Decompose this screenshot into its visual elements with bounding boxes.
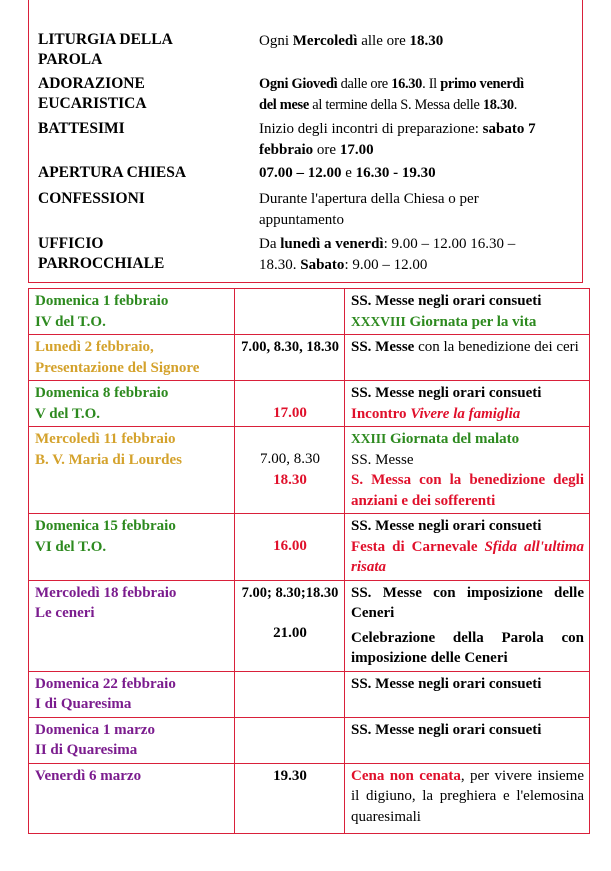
time-cell: 7.00, 8.30, 18.30 [235,335,345,381]
table-row [29,717,590,763]
event-cell: XXIII Giornata del malato SS. Messe S. Messa con la benedizione degli anziani e dei sofferenti [345,427,590,514]
info-label: ADORAZIONE EUCARISTICA [38,75,147,112]
day-cell: Mercoledì 11 febbraio B. V. Maria di Lourdes [29,427,235,514]
table-row [29,427,590,514]
time-cell: 19.30 [235,763,345,833]
info-text: 07.00 – 12.00 e 16.30 - 19.30 [259,165,436,181]
time-cell: 17.00 [235,381,345,427]
table-row [29,671,590,717]
table-row [29,381,590,427]
time-cell: 7.00; 8.30;18.30 21.00 [235,580,345,671]
event-cell: SS. Messe negli orari consueti Incontro Vivere la famiglia [345,381,590,427]
day-cell: Lunedì 2 febbraio, Presentazione del Signore [29,335,235,381]
info-text: Ogni Giovedì dalle ore 16.30. Il primo venerdì del mese al termine della S. Messa delle 18.30. [259,76,524,113]
day-cell: Domenica 1 marzo II di Quaresima [29,717,235,763]
event-cell: SS. Messe con imposizione delle Ceneri Celebrazione della Parola con imposizione delle Ceneri [345,580,590,671]
time-cell: 16.00 [235,514,345,581]
info-text: Durante l'apertura della Chiesa o per appuntamento [259,191,479,228]
event-cell: SS. Messe negli orari consueti XXXVIII Giornata per la vita [345,289,590,335]
info-label: APERTURA CHIESA [38,164,187,181]
day-cell: Domenica 15 febbraio VI del T.O. [29,514,235,581]
day-cell: Mercoledì 18 febbraio Le ceneri [29,580,235,671]
time-cell [235,717,345,763]
time-cell: 7.00, 8.30 18.30 [235,427,345,514]
day-cell: Domenica 8 febbraio V del T.O. [29,381,235,427]
event-cell: SS. Messe negli orari consueti [345,717,590,763]
day-cell: Domenica 1 febbraio IV del T.O. [29,289,235,335]
info-text: Inizio degli incontri di preparazione: sabato 7 febbraio ore 17.00 [259,121,536,158]
table-row [29,514,590,581]
info-label: CONFESSIONI [38,190,145,207]
table-row [29,289,590,335]
day-cell: Venerdì 6 marzo [29,763,235,833]
table-row [29,335,590,381]
time-cell [235,671,345,717]
schedule-table [28,288,590,834]
event-cell: SS. Messe negli orari consueti Festa di Carnevale Sfida all'ultima risata [345,514,590,581]
info-label: LITURGIA DELLA PAROLA [38,31,173,68]
info-label: BATTESIMI [38,120,125,137]
table-row [29,763,590,833]
info-box [28,0,583,283]
day-cell: Domenica 22 febbraio I di Quaresima [29,671,235,717]
event-cell: SS. Messe negli orari consueti [345,671,590,717]
event-cell: Cena non cenata, per vivere insieme il digiuno, la preghiera e l'elemosina quaresimali [345,763,590,833]
table-row [29,580,590,671]
time-cell [235,289,345,335]
info-text: Ogni Mercoledì alle ore 18.30 [259,33,444,49]
info-label: UFFICIO PARROCCHIALE [38,235,165,272]
event-cell: SS. Messe con la benedizione dei ceri [345,335,590,381]
info-text: Da lunedì a venerdì: 9.00 – 12.00 16.30 – 18.30. Sabato: 9.00 – 12.00 [259,236,516,273]
